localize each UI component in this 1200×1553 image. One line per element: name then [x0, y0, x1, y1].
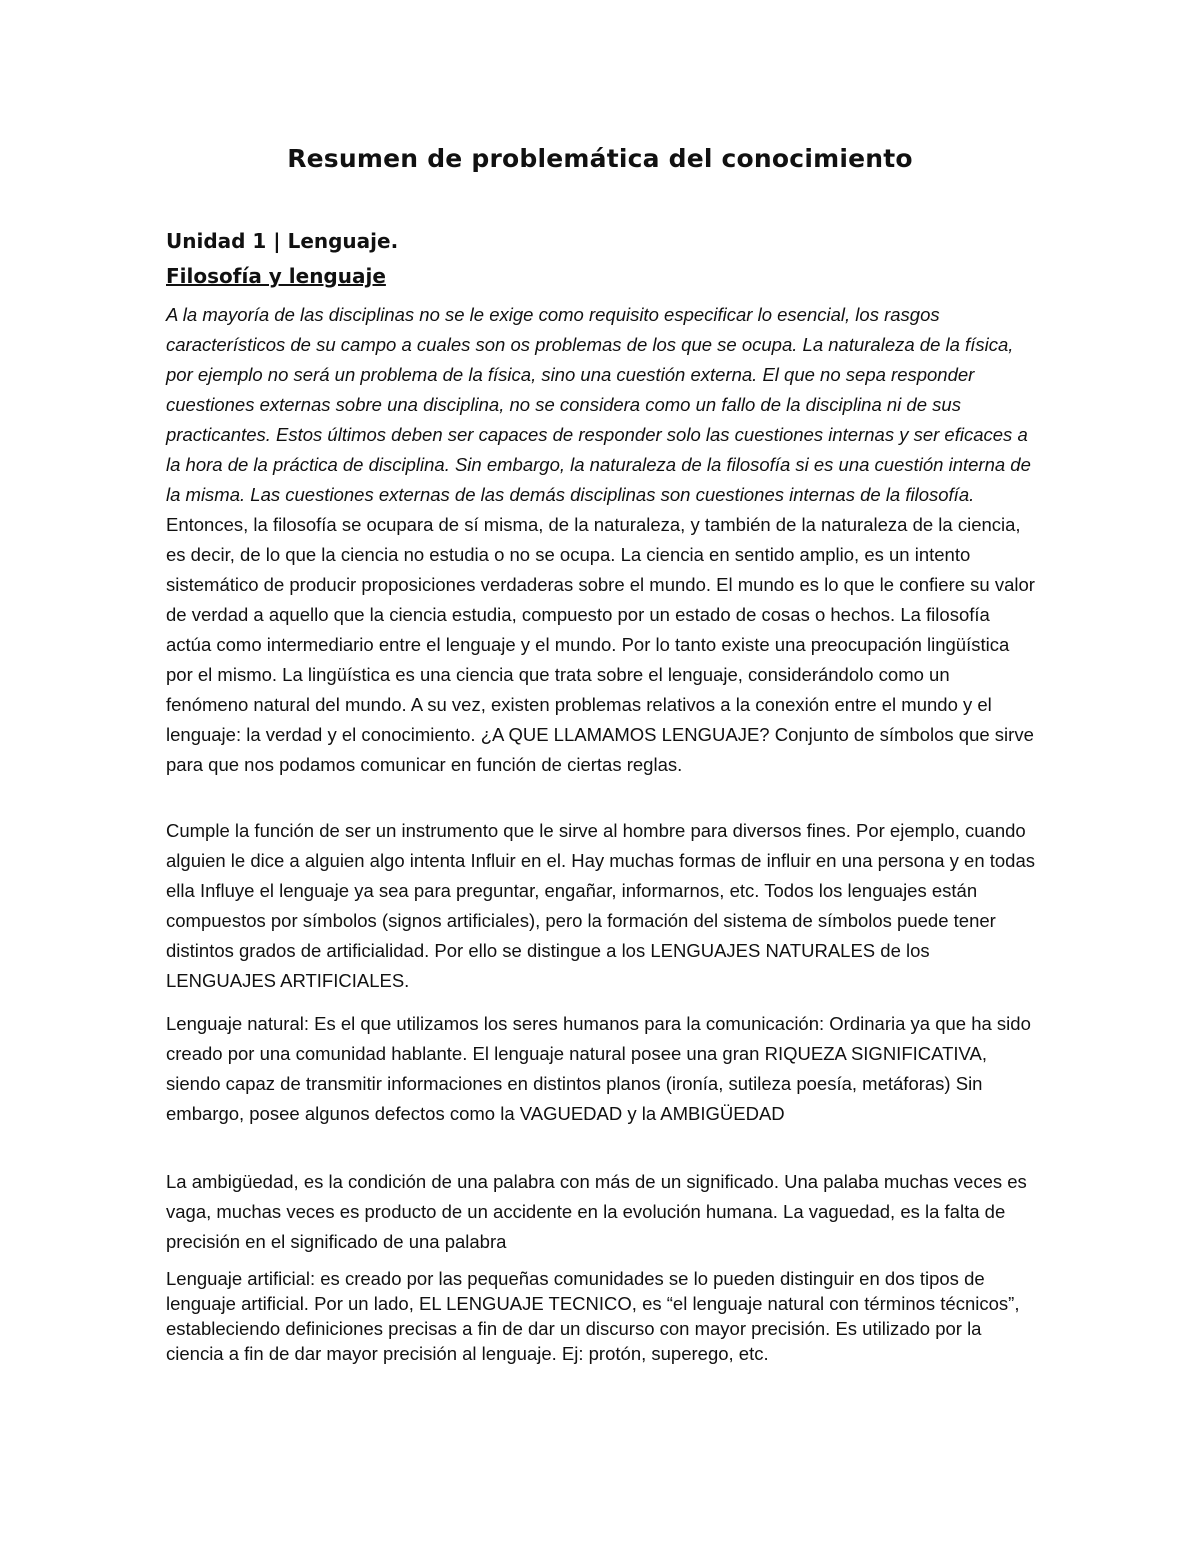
page-title: Resumen de problemática del conocimiento: [287, 144, 913, 173]
paragraph-funcion-lenguaje: Cumple la función de ser un instrumento que le sirve al hombre para diversos fines. Por ejemplo, cuando alguien le dice a alguien algo intenta Influir en el. Hay muchas formas de influir en una persona y en todas ella Influye el lenguaje ya sea para preguntar, engañar, informarnos, etc. Todos los lenguajes están compuestos por símbolos (signos artificiales), pero la formación del sistema de símbolos puede tener distintos grados de artificialidad. Por ello se distingue a los LENGUAJES NATURALES de los LENGUAJES ARTIFICIALES.: [166, 820, 1036, 991]
paragraph-regular-text: Entonces, la filosofía se ocupara de sí misma, de la naturaleza, y también de la naturaleza de la ciencia, es decir, de lo que la ciencia no estudia o no se ocupa. La ciencia en sentido amplio, es un intento sistemático de producir proposiciones verdaderas sobre el mundo. El mundo es lo que le confiere su valor de verdad a aquello que la ciencia estudia, compuesto por un estado de cosas o hechos. La filosofía actúa como intermediario entre el lenguaje y el mundo. Por lo tanto existe una preocupación lingüística por el mismo. La lingüística es una ciencia que trata sobre el lenguaje, considerándolo como un fenómeno natural del mundo. A su vez, existen problemas relativos a la conexión entre el mundo y el lenguaje: la verdad y el conocimiento. ¿A QUE LLAMAMOS LENGUAJE? Conjunto de símbolos que sirve para que nos podamos comunicar en función de ciertas reglas.: [166, 514, 1035, 775]
section-heading: Filosofía y lenguaje: [166, 264, 386, 288]
paragraph-filosofia-lenguaje: [166, 300, 1036, 780]
paragraph-italic-text: A la mayoría de las disciplinas no se le exige como requisito especificar lo esencial, los rasgos característicos de su campo a cuales son os problemas de los que se ocupa. La naturaleza de la física, por ejemplo no será un problema de la física, sino una cuestión externa. El que no sepa responder cuestiones externas sobre una disciplina, no se considera como un fallo de la disciplina ni de sus practicantes. Estos últimos deben ser capaces de responder solo las cuestiones internas y ser eficaces a la hora de la práctica de disciplina. Sin embargo, la naturaleza de la filosofía si es una cuestión interna de la misma. Las cuestiones externas de las demás disciplinas son cuestiones internas de la filosofía.: [166, 304, 1031, 505]
paragraph-ambiguedad: La ambigüedad, es la condición de una palabra con más de un significado. Una palaba muchas veces es vaga, muchas veces es producto de un accidente en la evolución humana. La vaguedad, es la falta de precisión en el significado de una palabra: [166, 1171, 1027, 1252]
paragraph-lenguaje-natural: Lenguaje natural: Es el que utilizamos los seres humanos para la comunicación: Ordinaria ya que ha sido creado por una comunidad hablante. El lenguaje natural posee una gran RIQUEZA SIGNIFICATIVA, siendo capaz de transmitir informaciones en distintos planos (ironía, sutileza poesía, metáforas) Sin embargo, posee algunos defectos como la VAGUEDAD y la AMBIGÜEDAD: [166, 1013, 1031, 1124]
unit-heading: Unidad 1 | Lenguaje.: [166, 229, 399, 253]
paragraph-lenguaje-artificial: Lenguaje artificial: es creado por las pequeñas comunidades se lo pueden distinguir en dos tipos de lenguaje artificial. Por un lado, EL LENGUAJE TECNICO, es “el lenguaje natural con términos técnicos”, estableciendo definiciones precisas a fin de dar un discurso con mayor precisión. Es utilizado por la ciencia a fin de dar mayor precisión al lenguaje. Ej: protón, superego, etc.: [166, 1268, 1020, 1364]
